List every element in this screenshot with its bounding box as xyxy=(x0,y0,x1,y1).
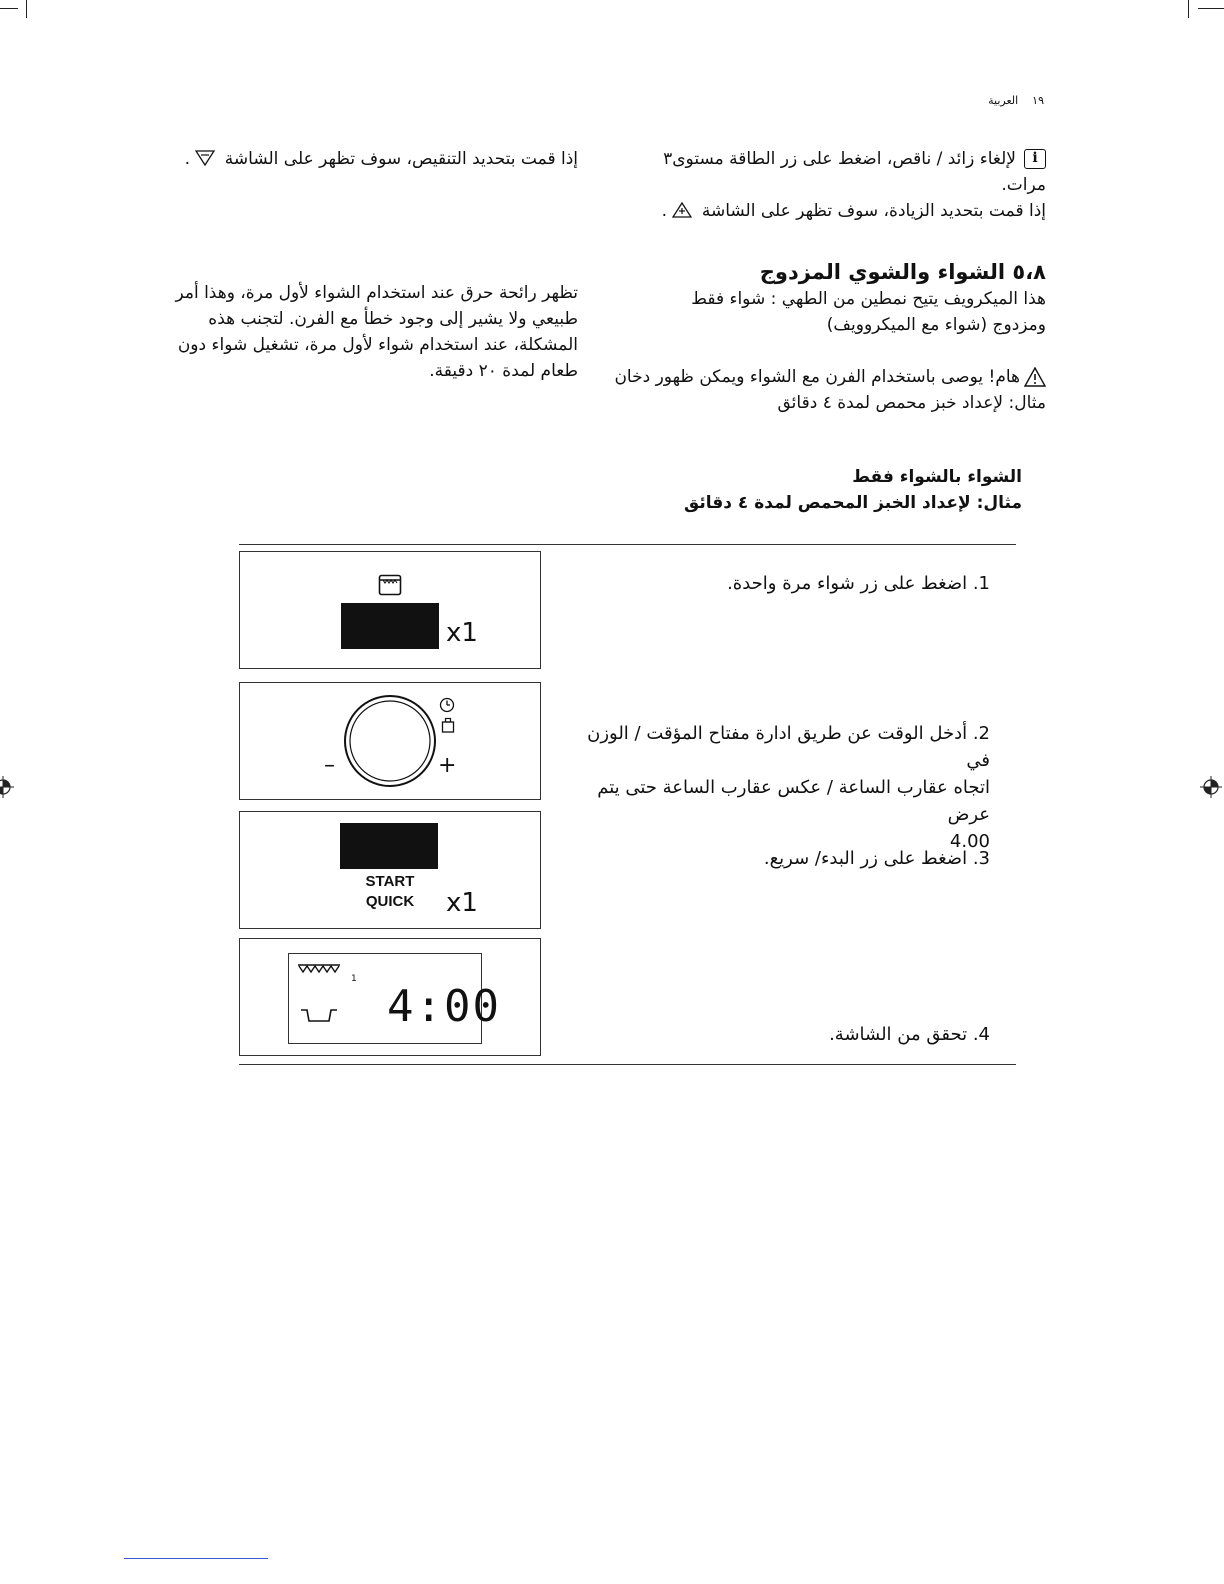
clock-icon xyxy=(439,697,455,713)
weight-icon xyxy=(441,717,455,733)
knob-minus-label: – xyxy=(324,753,335,778)
warning-line1: هام! يوصى باستخدام الفرن مع الشواء ويمكن ظهور دخان xyxy=(614,367,1020,387)
decrease-triangle-icon xyxy=(195,150,215,166)
step-2-line2: اتجاه عقارب الساعة / عكس عقارب الساعة حتى يتم عرض xyxy=(597,777,990,825)
section-body xyxy=(616,286,1046,338)
panel-display-result xyxy=(239,938,541,1056)
example-title-line1: الشواء بالشواء فقط xyxy=(852,467,1022,487)
increase-triangle-icon xyxy=(672,202,692,218)
display-time: 4:00 xyxy=(387,981,501,1032)
panel-start-press xyxy=(239,811,541,929)
example-title xyxy=(502,464,1022,516)
page-number: ١٩ xyxy=(1032,94,1044,107)
section-body-line1: هذا الميكرويف يتيح نمطين من الطهي : شواء فقط xyxy=(691,289,1046,309)
info-icon: i xyxy=(1024,149,1046,169)
press-count-3: x1 xyxy=(446,888,478,918)
dish-icon xyxy=(299,1006,339,1024)
step-3-text: 3. اضغط على زر البدء/ سريع. xyxy=(763,848,990,869)
registration-mark-left-icon xyxy=(0,776,14,798)
info-note-line2: مرات. xyxy=(1001,175,1046,195)
increase-note: إذا قمت بتحديد الزيادة، سوف تظهر على الشاشة . xyxy=(661,201,1046,221)
section-body-line2: ومزدوج (شواء مع الميكروويف) xyxy=(826,315,1046,335)
crop-mark-top-left-v xyxy=(26,0,27,18)
page-header xyxy=(988,92,1044,110)
panel-grill-press xyxy=(239,551,541,669)
knob-plus-label: + xyxy=(438,753,457,778)
step-2-text xyxy=(570,720,990,855)
grill-icon xyxy=(378,574,402,596)
decrease-note-text: إذا قمت بتحديد التنقيص، سوف تظهر على الشاشة xyxy=(224,149,578,169)
footer-link-line xyxy=(124,1558,268,1559)
info-note-line1: لإلغاء زائد / ناقص، اضغط على زر الطاقة مستوى٣ xyxy=(663,149,1016,169)
display-blank-3 xyxy=(340,823,438,869)
step-4-text: 4. تحقق من الشاشة. xyxy=(829,1024,990,1045)
quick-label: QUICK xyxy=(365,893,415,910)
language-label: العربية xyxy=(988,94,1019,107)
smell-line4: طعام لمدة ٢٠ دقيقة. xyxy=(429,361,578,381)
display-blank-1 xyxy=(341,603,439,649)
warning-note xyxy=(606,364,1046,416)
press-count-1: x1 xyxy=(446,618,478,648)
grill-mode-icon xyxy=(297,964,341,974)
step-2-line1: 2. أدخل الوقت عن طريق ادارة مفتاح المؤقت / الوزن في xyxy=(587,723,990,771)
table-top-rule xyxy=(239,544,1016,545)
registration-mark-right-icon xyxy=(1200,776,1222,798)
timer-knob-icon[interactable] xyxy=(335,686,445,796)
smell-line1: تظهر رائحة حرق عند استخدام الشواء لأول مرة، وهذا أمر xyxy=(175,283,578,303)
warning-icon xyxy=(1024,367,1046,387)
warning-line2: مثال: لإعداد خبز محمص لمدة ٤ دقائق xyxy=(777,393,1046,413)
smell-line3: المشكلة، عند استخدام شواء لأول مرة، تشغيل شواء دون xyxy=(177,335,578,355)
left-column xyxy=(178,146,578,172)
display-level: 1 xyxy=(351,974,357,984)
info-note xyxy=(616,146,1046,172)
smell-line2: طبيعي ولا يشير إلى وجود خطأ مع الفرن. لتجنب هذه xyxy=(208,309,578,329)
decrease-note: إذا قمت بتحديد التنقيص، سوف تظهر على الشاشة . xyxy=(184,149,578,169)
smell-paragraph xyxy=(168,280,578,384)
crop-mark-top-right-v xyxy=(1188,0,1189,18)
crop-mark-top-left xyxy=(0,8,18,9)
start-quick-button[interactable] xyxy=(350,872,430,912)
table-bottom-rule xyxy=(239,1064,1016,1065)
step-2-value: 4.00 xyxy=(949,831,990,852)
warning-line1-wrap xyxy=(606,364,1046,390)
crop-mark-top-right xyxy=(1198,8,1224,9)
step-1-text: 1. اضغط على زر شواء مرة واحدة. xyxy=(727,573,990,594)
increase-note-text: إذا قمت بتحديد الزيادة، سوف تظهر على الشاشة xyxy=(701,201,1046,221)
section-heading: ٥،٨ الشواء والشوي المزدوج xyxy=(759,260,1046,284)
start-label: START xyxy=(365,873,415,890)
lcd-display xyxy=(288,953,501,1044)
panel-timer-knob xyxy=(239,682,541,800)
right-column xyxy=(616,146,1046,224)
example-title-line2: مثال: لإعداد الخبز المحمص لمدة ٤ دقائق xyxy=(684,493,1022,513)
